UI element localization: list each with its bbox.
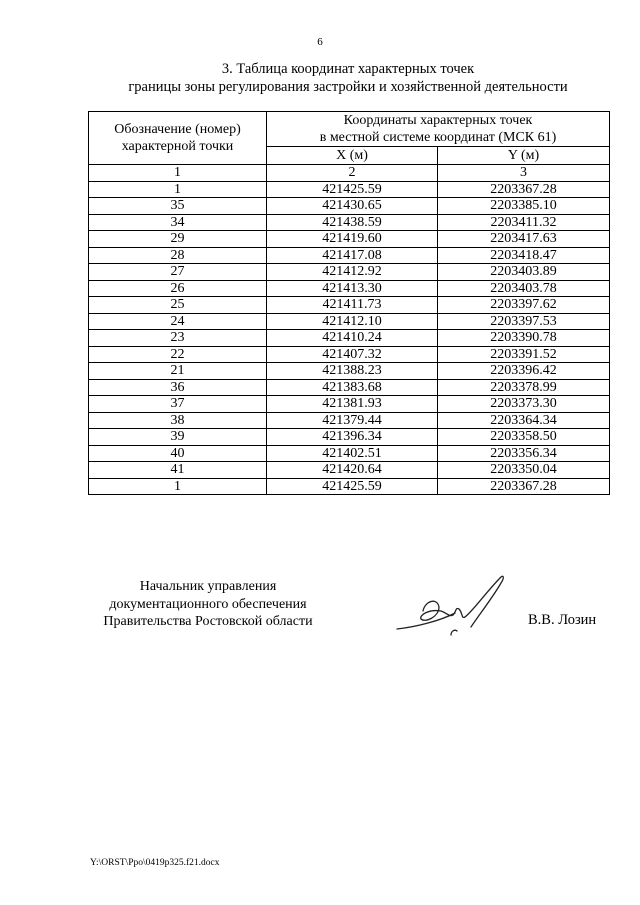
position-line-2: документационного обеспечения xyxy=(109,596,307,612)
x-coordinate-cell: 421381.93 xyxy=(267,396,438,413)
x-coordinate-cell: 421419.60 xyxy=(267,231,438,248)
table-row xyxy=(89,429,610,446)
x-coordinate-cell: 421402.51 xyxy=(267,445,438,462)
x-coordinate-cell: 421425.59 xyxy=(267,478,438,495)
y-coordinate-cell: 2203358.50 xyxy=(438,429,610,446)
table-row xyxy=(89,346,610,363)
table-row xyxy=(89,264,610,281)
point-id-cell: 1 xyxy=(89,478,267,495)
x-coordinate-cell: 421417.08 xyxy=(267,247,438,264)
coordinates-header: Координаты характерных точек в местной системе координат (МСК 61) xyxy=(267,112,610,147)
x-coordinate-cell: 421383.68 xyxy=(267,379,438,396)
x-coordinate-cell: 421413.30 xyxy=(267,280,438,297)
x-coordinate-cell: 421411.73 xyxy=(267,297,438,314)
table-row xyxy=(89,363,610,380)
x-coordinate-cell: 421388.23 xyxy=(267,363,438,380)
point-id-cell: 28 xyxy=(89,247,267,264)
y-coordinate-cell: 2203417.63 xyxy=(438,231,610,248)
title-line-1: 3. Таблица координат характерных точек xyxy=(221,61,475,77)
x-coordinate-cell: 421396.34 xyxy=(267,429,438,446)
position-line-1: Начальник управления xyxy=(139,579,277,594)
y-coordinate-cell: 2203364.34 xyxy=(438,412,610,429)
coordinates-table xyxy=(88,111,610,495)
y-coordinate-cell: 2203356.34 xyxy=(438,445,610,462)
point-id-cell: 27 xyxy=(89,264,267,281)
table-row xyxy=(89,231,610,248)
y-coordinate-cell: 2203385.10 xyxy=(438,198,610,215)
handwritten-signature xyxy=(395,571,525,643)
y-coordinate-cell: 2203390.78 xyxy=(438,330,610,347)
column-number-row xyxy=(89,165,610,182)
point-id-cell: 36 xyxy=(89,379,267,396)
point-id-cell: 38 xyxy=(89,412,267,429)
x-coordinate-cell: 421379.44 xyxy=(267,412,438,429)
point-id-cell: 21 xyxy=(89,363,267,380)
table-row xyxy=(89,412,610,429)
file-path-footer: Y:\ORST\Ppo\0419p325.f21.docx xyxy=(90,858,220,868)
y-coordinate-cell: 2203397.62 xyxy=(438,297,610,314)
y-coordinate-cell: 2203350.04 xyxy=(438,462,610,479)
point-id-cell: 25 xyxy=(89,297,267,314)
table-title xyxy=(88,60,608,96)
table-row xyxy=(89,214,610,231)
point-id-cell: 37 xyxy=(89,396,267,413)
x-coordinate-cell: 421425.59 xyxy=(267,181,438,198)
y-coordinate-cell: 2203418.47 xyxy=(438,247,610,264)
title-line-2: границы зоны регулирования застройки и хозяйственной деятельности xyxy=(128,79,568,95)
x-coordinate-cell: 421430.65 xyxy=(267,198,438,215)
table-row xyxy=(89,396,610,413)
table-row xyxy=(89,330,610,347)
position-line-3: Правительства Ростовской области xyxy=(103,614,313,629)
y-coordinate-cell: 2203378.99 xyxy=(438,379,610,396)
y-coordinate-cell: 2203367.28 xyxy=(438,181,610,198)
y-coordinate-cell: 2203403.89 xyxy=(438,264,610,281)
column-number: 3 xyxy=(438,165,610,182)
x-coordinate-cell: 421412.92 xyxy=(267,264,438,281)
point-id-cell: 34 xyxy=(89,214,267,231)
table-row xyxy=(89,379,610,396)
table-row xyxy=(89,478,610,495)
y-header: Y (м) xyxy=(438,147,610,165)
table-row xyxy=(89,297,610,314)
y-coordinate-cell: 2203396.42 xyxy=(438,363,610,380)
point-id-cell: 26 xyxy=(89,280,267,297)
signatory-position xyxy=(88,578,328,631)
point-id-cell: 41 xyxy=(89,462,267,479)
table-row xyxy=(89,445,610,462)
column-number: 2 xyxy=(267,165,438,182)
y-coordinate-cell: 2203391.52 xyxy=(438,346,610,363)
point-id-cell: 24 xyxy=(89,313,267,330)
signer-name: В.В. Лозин xyxy=(528,612,597,628)
x-coordinate-cell: 421420.64 xyxy=(267,462,438,479)
table-row xyxy=(89,462,610,479)
point-id-cell: 39 xyxy=(89,429,267,446)
y-coordinate-cell: 2203373.30 xyxy=(438,396,610,413)
point-id-cell: 35 xyxy=(89,198,267,215)
y-coordinate-cell: 2203397.53 xyxy=(438,313,610,330)
column-number: 1 xyxy=(89,165,267,182)
table-row xyxy=(89,280,610,297)
table-row xyxy=(89,313,610,330)
x-coordinate-cell: 421407.32 xyxy=(267,346,438,363)
page-number: 6 xyxy=(317,36,323,48)
y-coordinate-cell: 2203403.78 xyxy=(438,280,610,297)
point-id-cell: 1 xyxy=(89,181,267,198)
y-coordinate-cell: 2203367.28 xyxy=(438,478,610,495)
point-id-cell: 23 xyxy=(89,330,267,347)
y-coordinate-cell: 2203411.32 xyxy=(438,214,610,231)
x-coordinate-cell: 421410.24 xyxy=(267,330,438,347)
table-row xyxy=(89,198,610,215)
point-id-cell: 22 xyxy=(89,346,267,363)
x-coordinate-cell: 421438.59 xyxy=(267,214,438,231)
x-header: X (м) xyxy=(267,147,438,165)
point-id-cell: 40 xyxy=(89,445,267,462)
x-coordinate-cell: 421412.10 xyxy=(267,313,438,330)
table-row xyxy=(89,181,610,198)
table-row xyxy=(89,247,610,264)
point-id-header: Обозначение (номер) характерной точки xyxy=(89,112,267,165)
point-id-cell: 29 xyxy=(89,231,267,248)
